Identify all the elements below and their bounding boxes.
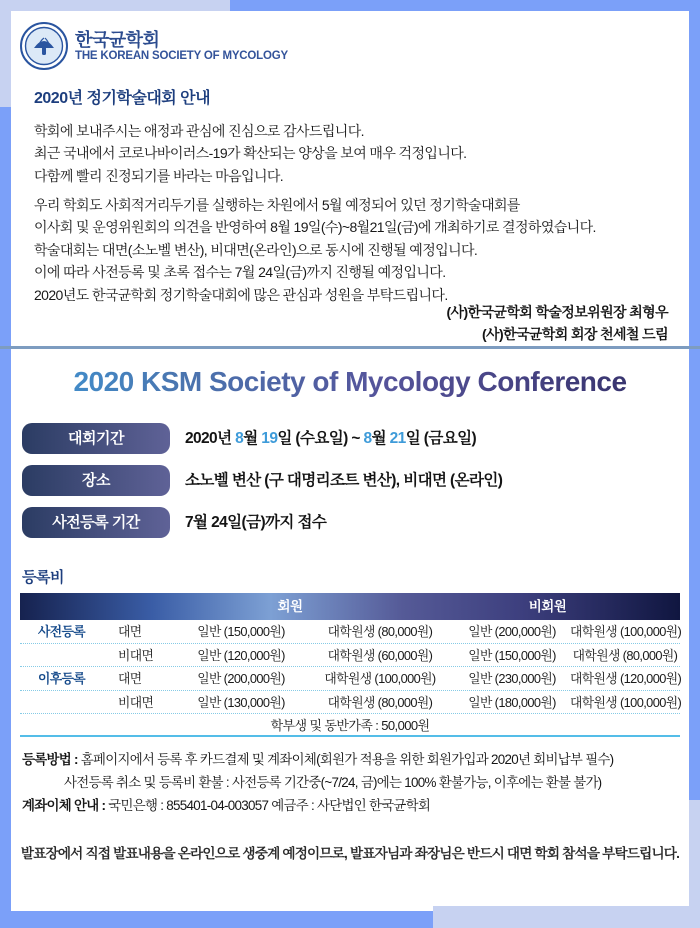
frame-left-top-strip xyxy=(0,0,11,107)
fee-nonmember-general: 일반 (230,000원) xyxy=(468,671,556,686)
table-row xyxy=(20,644,680,668)
fee-method: 비대면 xyxy=(118,647,154,663)
registration-info-block xyxy=(22,748,682,818)
notice-line: 최근 국내에서 코로나바이러스-19가 확산되는 양상을 보여 매우 걱정입니다. xyxy=(34,145,467,162)
frame-right-strip xyxy=(689,0,700,800)
fee-category xyxy=(20,691,108,715)
notice-line: 다함께 빨리 진정되기를 바라는 마음입니다. xyxy=(34,167,284,184)
frame-top-left-strip xyxy=(0,0,230,11)
fee-member-grad: 대학원생 (100,000원) xyxy=(324,671,436,686)
org-name-korean: 한국균학회 xyxy=(75,30,160,50)
section-divider xyxy=(0,346,700,349)
fee-member-grad: 대학원생 (80,000원) xyxy=(327,624,433,639)
fee-nonmember-grad: 대학원생 (120,000원) xyxy=(570,671,682,686)
preregistration-value: 7월 24일(금)까지 접수 xyxy=(185,514,327,531)
frame-left-strip xyxy=(0,107,11,928)
period-value: 2020년 8월 19일 (수요일) ~ 8월 21일 (금요일) xyxy=(185,430,477,447)
fee-member-general: 일반 (200,000원) xyxy=(197,671,285,686)
fee-member-grad: 대학원생 (60,000원) xyxy=(327,647,433,663)
fee-nonmember-general: 일반 (180,000원) xyxy=(468,694,556,710)
fee-nonmember-general: 일반 (200,000원) xyxy=(468,624,556,639)
frame-bottom-right-strip xyxy=(433,906,700,928)
fee-member-general: 일반 (150,000원) xyxy=(197,624,285,639)
fee-member-grad: 대학원생 (80,000원) xyxy=(327,694,433,710)
registration-refund-line: 사전등록 취소 및 등록비 환불 : 사전등록 기간중(~7/24, 금)에는 100% 환불가능, 이후에는 환불 불가) xyxy=(64,775,602,791)
fee-method: 비대면 xyxy=(118,694,154,710)
table-row xyxy=(20,691,680,715)
fees-table-header xyxy=(20,593,680,620)
fees-footnote: 학부생 및 동반가족 : 50,000원 xyxy=(20,714,680,737)
fee-method: 대면 xyxy=(118,624,142,639)
footer-note: 발표장에서 직접 발표내용을 온라인으로 생중계 예정이므로, 발표자님과 좌장님은 반드시 대면 학회 참석을 부탁드립니다. xyxy=(20,846,680,861)
fee-method: 대면 xyxy=(118,671,142,686)
column-group-nonmember: 비회원 xyxy=(528,599,567,614)
fee-category: 이후등록 xyxy=(38,671,86,686)
registration-account-line: 계좌이체 안내 : 국민은행 : 855401-04-003057 예금주 : 사단법인 한국균학회 xyxy=(22,798,431,814)
column-group-member: 회원 xyxy=(277,599,303,614)
fee-category: 사전등록 xyxy=(38,624,86,639)
notice-paragraph-1 xyxy=(34,120,466,187)
fee-category xyxy=(20,644,108,668)
frame-top-right-strip xyxy=(230,0,700,11)
signature-line: (사)한국균학회 학술정보위원장 최형우 xyxy=(446,304,668,320)
notice-line: 학술대회는 대면(소노벨 변산), 비대면(온라인)으로 동시에 진행될 예정입니다. xyxy=(34,241,478,258)
fee-member-general: 일반 (120,000원) xyxy=(197,647,285,663)
conference-title: 2020 KSM Society of Mycology Conference xyxy=(0,366,700,398)
fee-nonmember-grad: 대학원생 (80,000원) xyxy=(572,647,678,663)
table-row xyxy=(20,620,680,644)
notice-line: 우리 학회도 사회적거리두기를 실행하는 차원에서 5월 예정되어 있던 정기학술대회를 xyxy=(34,197,520,213)
notice-line: 이사회 및 운영위원회의 의견을 반영하여 8월 19일(수)~8월21일(금)에 개최하기로 결정하였습니다. xyxy=(34,219,596,236)
signature-block xyxy=(447,302,669,345)
fees-table xyxy=(20,593,680,737)
notice-line: 이에 따라 사전등록 및 초록 접수는 7월 24일(금)까지 진행될 예정입니다. xyxy=(34,264,446,281)
fee-nonmember-grad: 대학원생 (100,000원) xyxy=(570,624,682,639)
mycology-society-seal-icon xyxy=(20,22,68,70)
venue-label-pill: 장소 xyxy=(22,465,170,496)
notice-title: 2020년 정기학술대회 안내 xyxy=(34,90,211,107)
preregistration-label-pill: 사전등록 기간 xyxy=(22,507,170,538)
period-label-pill: 대회기간 xyxy=(22,423,170,454)
fees-heading: 등록비 xyxy=(22,569,64,586)
fee-nonmember-general: 일반 (150,000원) xyxy=(468,647,556,663)
fee-member-general: 일반 (130,000원) xyxy=(197,694,285,710)
venue-value: 소노벨 변산 (구 대명리조트 변산), 비대면 (온라인) xyxy=(185,472,503,489)
table-row xyxy=(20,667,680,691)
org-name-english: THE KOREAN SOCIETY OF MYCOLOGY xyxy=(75,50,288,62)
registration-method-line: 등록방법 : 홈페이지에서 등록 후 카드결제 및 계좌이체(회원가 적용을 위한 회원가입과 2020년 회비납부 필수) xyxy=(22,752,614,767)
frame-bottom-left-strip xyxy=(0,911,433,928)
fee-nonmember-grad: 대학원생 (100,000원) xyxy=(570,694,682,710)
notice-line: 2020년도 한국균학회 정기학술대회에 많은 관심과 성원을 부탁드립니다. xyxy=(34,286,448,303)
notice-paragraph-2 xyxy=(34,194,596,306)
signature-line: (사)한국균학회 회장 천세철 드림 xyxy=(481,325,668,342)
notice-line: 학회에 보내주시는 애정과 관심에 진심으로 감사드립니다. xyxy=(34,123,364,139)
